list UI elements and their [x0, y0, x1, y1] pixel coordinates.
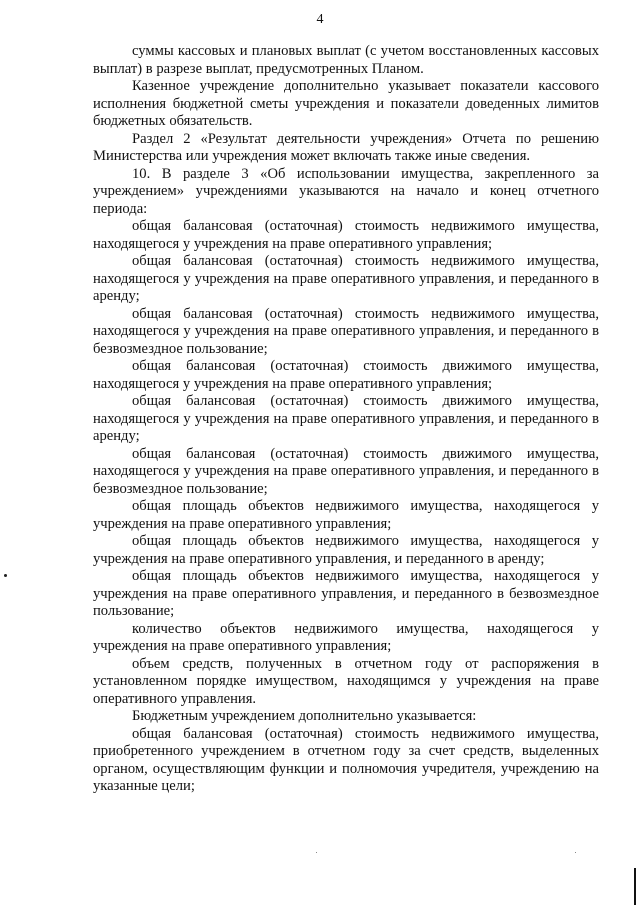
scan-speck: [575, 852, 576, 853]
paragraph-6: общая балансовая (остаточная) стоимость недвижимого имущества, находящегося у учреждения на праве оперативного управления, и переданного в аренду;: [93, 253, 599, 304]
paragraph-14: количество объектов недвижимого имущества, находящегося у учреждения на праве оперативного управления;: [93, 620, 599, 654]
paragraph-7: общая балансовая (остаточная) стоимость недвижимого имущества, находящегося у учреждения на праве оперативного управления, и переданного в безвозмездное пользование;: [93, 305, 599, 357]
paragraph-1: суммы кассовых и плановых выплат (с учетом восстановленных кассовых выплат) в разрезе выплат, предусмотренных Планом.: [93, 43, 599, 77]
scan-dot: [4, 574, 7, 577]
paragraph-11: общая площадь объектов недвижимого имущества, находящегося у учреждения на праве оперативного управления;: [93, 498, 599, 532]
paragraph-3: Раздел 2 «Результат деятельности учреждения» Отчета по решению Министерства или учреждения может включать также иные сведения.: [93, 130, 599, 164]
document-body: [93, 43, 599, 796]
paragraph-4: 10. В разделе 3 «Об использовании имущества, закрепленного за учреждением» учреждениями указываются на начало и конец отчетного периода:: [93, 165, 599, 217]
paragraph-10: общая балансовая (остаточная) стоимость движимого имущества, находящегося у учреждения на праве оперативного управления, и переданного в безвозмездное пользование;: [93, 445, 599, 497]
paragraph-15: объем средств, полученных в отчетном году от распоряжения в установленном порядке имуществом, находящимся у учреждения на праве оперативного управления.: [93, 655, 599, 707]
paragraph-8: общая балансовая (остаточная) стоимость движимого имущества, находящегося у учреждения на праве оперативного управления;: [93, 358, 599, 392]
scan-speck: [316, 852, 317, 853]
paragraph-5: общая балансовая (остаточная) стоимость недвижимого имущества, находящегося у учреждения на праве оперативного управления;: [93, 218, 599, 252]
paragraph-13: общая площадь объектов недвижимого имущества, находящегося у учреждения на праве оперативного управления, и переданного в безвозмездное пользование;: [93, 568, 599, 619]
paragraph-2: Казенное учреждение дополнительно указывает показатели кассового исполнения бюджетной сметы учреждения и показатели доведенных лимитов бюджетных обязательств.: [93, 78, 599, 129]
paragraph-16: Бюджетным учреждением дополнительно указывается:: [132, 708, 477, 724]
paragraph-12: общая площадь объектов недвижимого имущества, находящегося у учреждения на праве оперативного управления, и переданного в аренду;: [93, 533, 599, 567]
page-number: 4: [316, 12, 324, 27]
paragraph-9: общая балансовая (остаточная) стоимость движимого имущества, находящегося у учреждения на праве оперативного управления, и переданного в аренду;: [93, 393, 599, 444]
scan-edge-mark: [634, 868, 636, 905]
paragraph-17: общая балансовая (остаточная) стоимость недвижимого имущества, приобретенного учреждением в отчетном году за счет средств, выделенных органом, осуществляющим функции и полномочия учредителя, учреждению на указанные цели;: [93, 725, 599, 794]
